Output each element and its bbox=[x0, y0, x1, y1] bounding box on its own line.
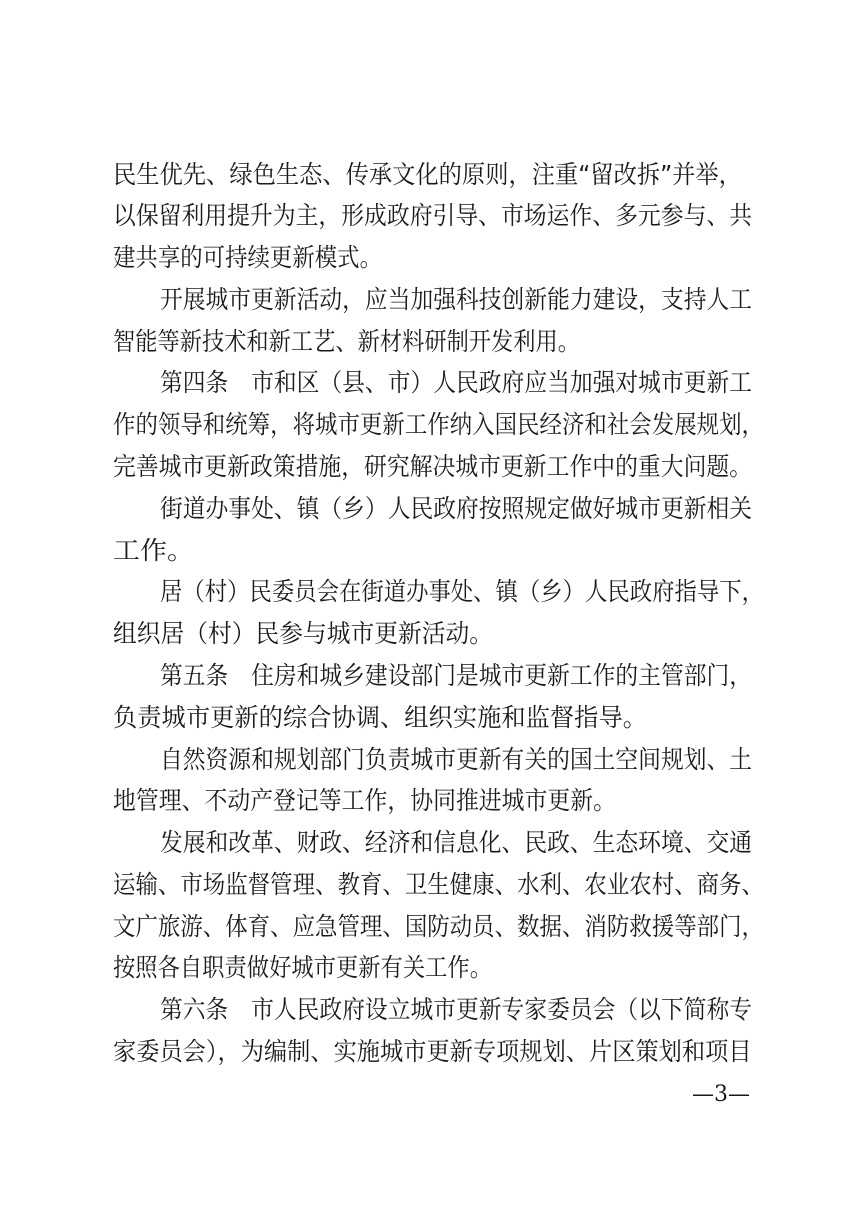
page-number: —3— bbox=[692, 1082, 750, 1107]
text-line: 组织居（村）民参与城市更新活动。 bbox=[113, 619, 494, 648]
text-line: 作的领导和统筹，将城市更新工作纳入国民经济和社会发展规划， bbox=[113, 410, 764, 439]
text-line: 以保留利用提升为主，形成政府引导、市场运作、多元参与、共 bbox=[113, 201, 753, 230]
text-line: 第四条 市和区（县、市）人民政府应当加强对城市更新工 bbox=[160, 368, 753, 397]
text-line: 居（村）民委员会在街道办事处、镇（乡）人民政府指导下， bbox=[160, 577, 765, 606]
text-line: 自然资源和规划部门负责城市更新有关的国土空间规划、土 bbox=[160, 745, 753, 774]
text-line: 第五条 住房和城乡建设部门是城市更新工作的主管部门， bbox=[160, 661, 753, 690]
text-line: 按照各自职责做好城市更新有关工作。 bbox=[113, 953, 493, 982]
text-line: 开展城市更新活动，应当加强科技创新能力建设，支持人工 bbox=[160, 285, 753, 314]
text-line: 智能等新技术和新工艺、新材料研制开发利用。 bbox=[113, 327, 581, 356]
text-line: 负责城市更新的综合协调、组织实施和监督指导。 bbox=[113, 703, 648, 732]
text-line: 工作。 bbox=[113, 536, 195, 565]
text-line: 完善城市更新政策措施，研究解决城市更新工作中的重大问题。 bbox=[113, 452, 753, 481]
text-line: 街道办事处、镇（乡）人民政府按照规定做好城市更新相关 bbox=[160, 494, 753, 523]
text-line: 文广旅游、体育、应急管理、国防动员、数据、消防救援等部门， bbox=[113, 912, 764, 941]
text-line: 家委员会），为编制、实施城市更新专项规划、片区策划和项目 bbox=[113, 1037, 752, 1066]
text-line: 发展和改革、财政、经济和信息化、民政、生态环境、交通 bbox=[160, 828, 753, 857]
text-line: 地管理、不动产登记等工作，协同推进城市更新。 bbox=[113, 786, 616, 815]
text-line: 运输、市场监督管理、教育、卫生健康、水利、农业农村、商务、 bbox=[113, 870, 764, 899]
text-line: 民生优先、绿色生态、传承文化的原则，注重“留改拆”并举， bbox=[113, 160, 742, 189]
text-line: 第六条 市人民政府设立城市更新专家委员会（以下简称专 bbox=[160, 995, 753, 1024]
text-line: 建共享的可持续更新模式。 bbox=[113, 243, 383, 272]
